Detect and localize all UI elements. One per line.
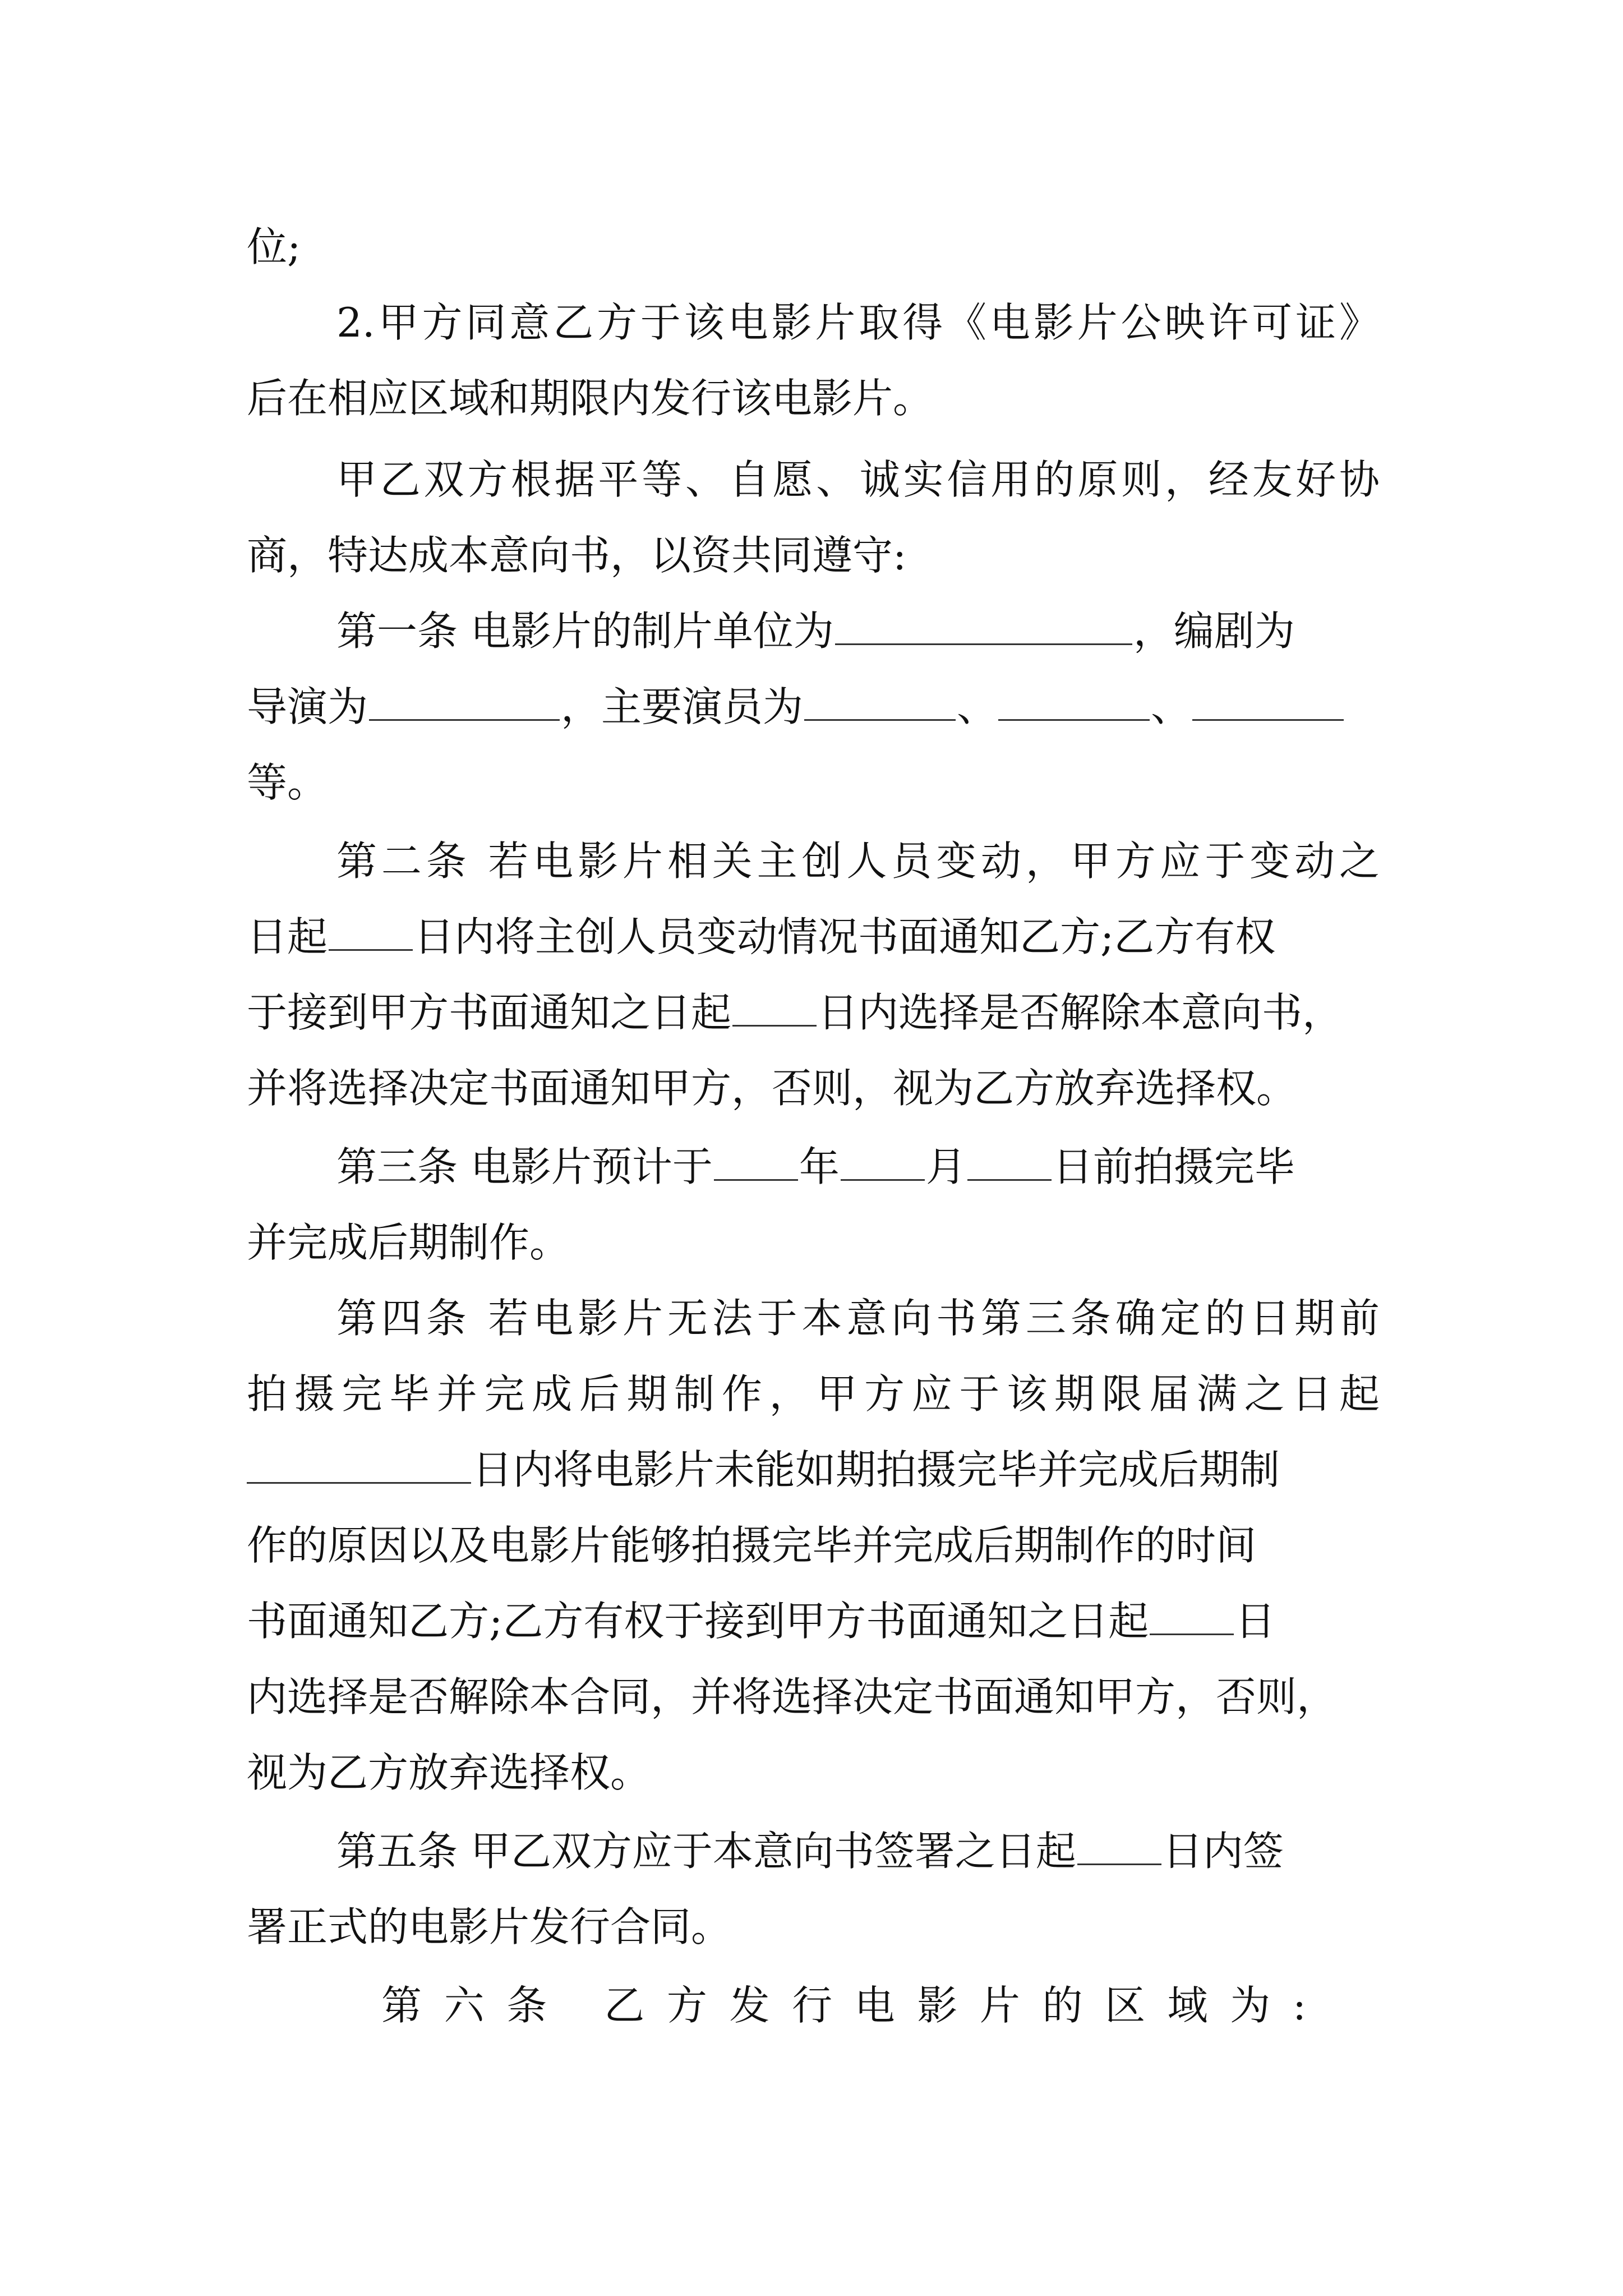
text-segment: 日起 [247,913,328,960]
text-line [336,292,1380,353]
text-line [381,1975,1380,2036]
text-line [336,1820,1380,1882]
fill-in-blank[interactable] [841,1144,925,1181]
text-segment: 并将选择决定书面通知甲方，否则，视为乙方放弃选择权。 [247,1065,1297,1112]
text-line [247,367,1380,429]
fill-in-blank[interactable] [1077,1829,1161,1865]
text-segment: 第二条 若电影片相关主创人员变动，甲方应于变动之 [336,838,1380,885]
text-line [247,1896,1380,1958]
text-line [247,1439,1380,1501]
fill-in-blank[interactable] [329,914,413,951]
text-line [247,982,1380,1043]
text-segment: 作的原因以及电影片能够拍摄完毕并完成后期制作的时间 [247,1522,1257,1569]
text-segment: ，编剧为 [1133,608,1295,655]
text-line [247,676,1380,738]
text-line [247,752,1380,813]
text-segment: 甲乙双方根据平等、自愿、诚实信用的原则，经友好协 [336,456,1380,503]
text-segment: 2.甲方同意乙方于该电影片取得《电影片公映许可证》 [336,299,1380,346]
text-segment: 日内签 [1162,1828,1284,1875]
text-segment: 年 [799,1143,840,1190]
text-segment: ，主要演员为 [561,683,804,730]
text-line [336,830,1380,892]
text-line [247,524,1380,586]
text-segment: 署正式的电影片发行合同。 [247,1903,732,1950]
fill-in-blank[interactable] [967,1144,1052,1181]
fill-in-blank[interactable] [804,684,956,721]
text-segment: 第四条 若电影片无法于本意向书第三条确定的日期前 [336,1295,1380,1342]
fill-in-blank[interactable] [1150,1599,1234,1635]
fill-in-blank[interactable] [998,684,1150,721]
text-line [247,1363,1380,1425]
fill-in-blank[interactable] [714,1144,798,1181]
text-line [336,1136,1380,1198]
text-line [247,1515,1380,1576]
fill-in-blank[interactable] [732,990,817,1027]
text-line [336,600,1380,662]
text-line [247,216,1380,278]
text-segment: 第三条 电影片预计于 [336,1143,713,1190]
fill-in-blank[interactable] [835,609,1132,645]
text-segment: 于接到甲方书面通知之日起 [247,989,732,1036]
fill-in-blank[interactable] [1192,684,1344,721]
text-line [247,1666,1380,1728]
text-segment: 月 [925,1143,966,1190]
text-segment: 内选择是否解除本合同，并将选择决定书面通知甲方，否则， [247,1673,1338,1720]
text-line [336,1287,1380,1349]
text-line [247,906,1380,968]
text-segment: 日内将电影片未能如期拍摄完毕并完成后期制 [472,1446,1280,1493]
text-segment: 商，特达成本意向书，以资共同遵守: [247,532,907,579]
fill-in-blank[interactable] [247,1447,471,1484]
text-segment: 拍摄完毕并完成后期制作，甲方应于该期限届满之日起 [247,1370,1380,1418]
text-line [336,449,1380,510]
text-segment: 后在相应区域和期限内发行该电影片。 [247,375,934,422]
text-line [247,1590,1380,1652]
text-segment: 视为乙方放弃选择权。 [247,1749,651,1796]
text-segment: 第一条 电影片的制片单位为 [336,608,834,655]
text-segment: 位; [247,223,301,270]
text-line [247,1742,1380,1803]
text-segment: 书面通知乙方;乙方有权于接到甲方书面通知之日起 [247,1598,1149,1645]
text-segment: 第五条 甲乙双方应于本意向书签署之日起 [336,1828,1076,1875]
text-segment: 日内选择是否解除本意向书， [818,989,1343,1036]
text-segment: 等。 [247,759,328,806]
text-segment: 、 [957,683,998,730]
text-segment: 导演为 [247,683,368,730]
text-line [247,1212,1380,1273]
text-segment: 第六条 乙方发行电影片的区域为: [381,1982,1329,2029]
text-line [247,1057,1380,1119]
text-segment: 日内将主创人员变动情况书面通知乙方;乙方有权 [414,913,1276,960]
text-segment: 、 [1151,683,1192,730]
text-segment: 并完成后期制作。 [247,1219,570,1266]
text-segment: 日 [1235,1598,1276,1645]
text-segment: 日前拍摄完毕 [1052,1143,1295,1190]
fill-in-blank[interactable] [369,684,560,721]
